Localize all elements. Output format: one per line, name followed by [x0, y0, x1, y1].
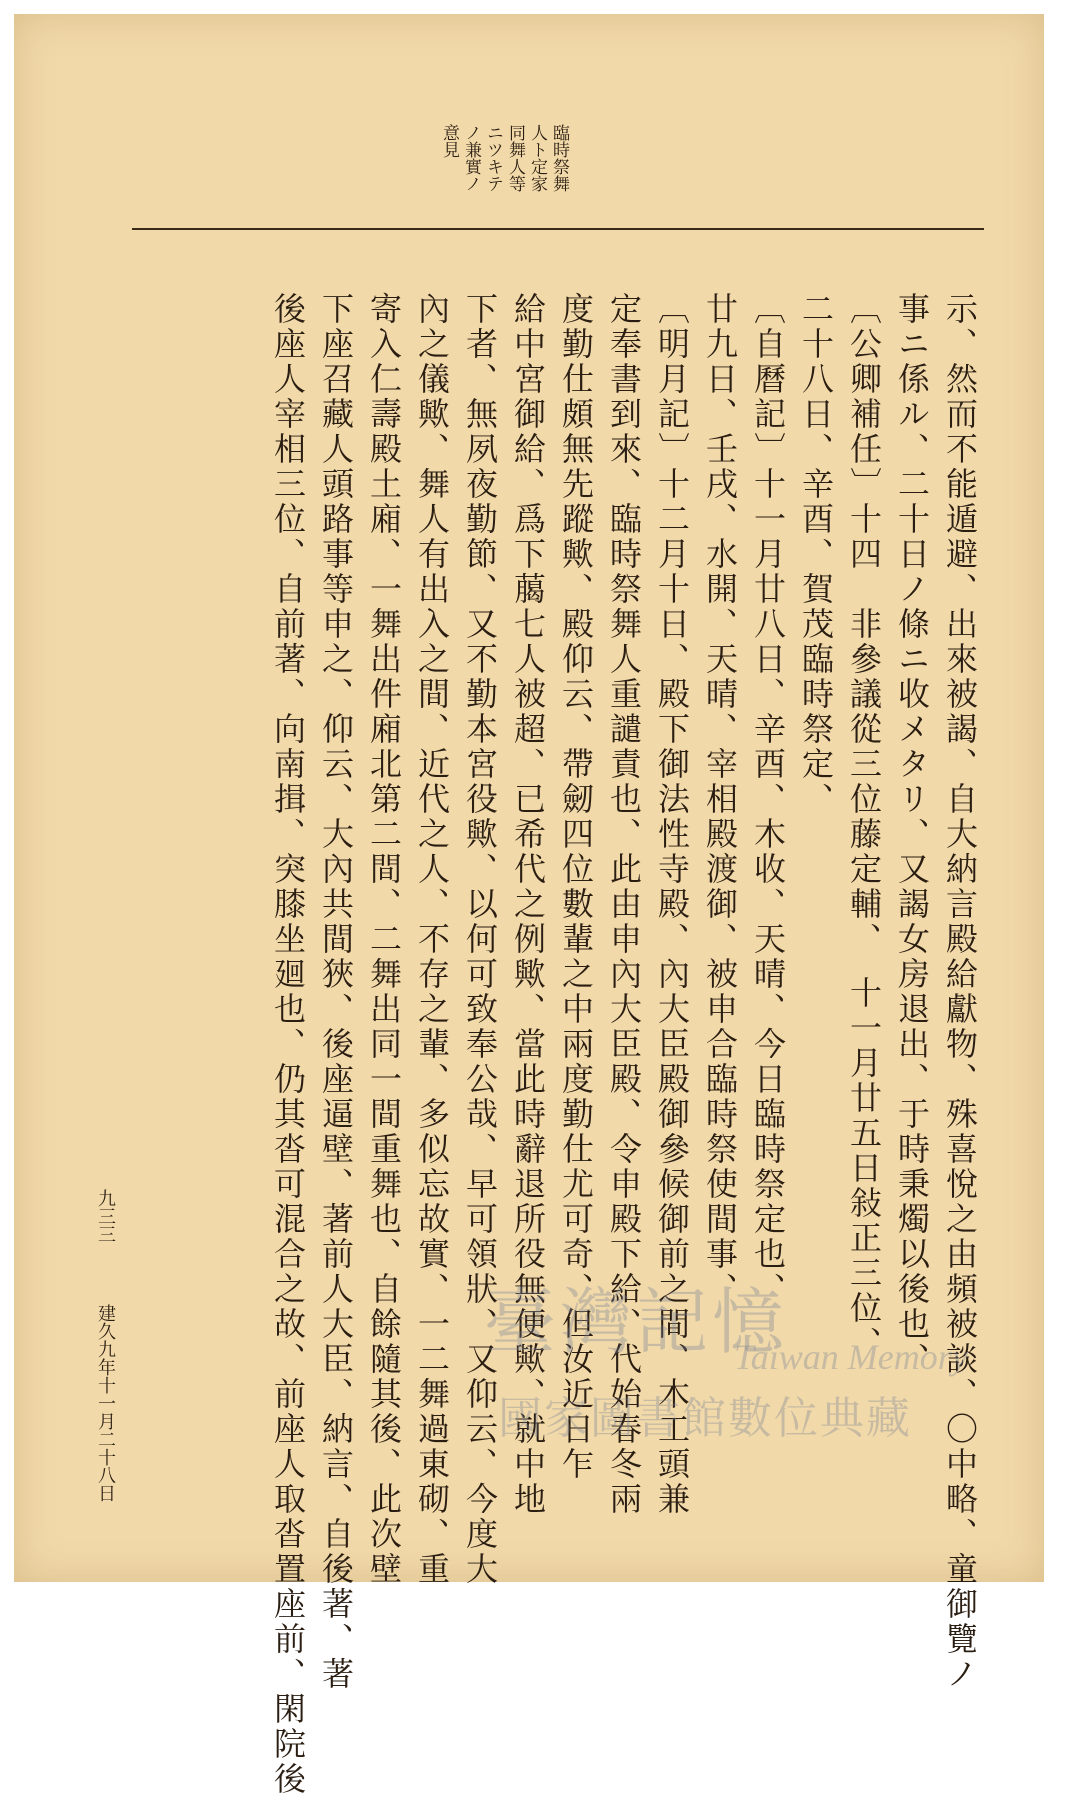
body-column: 事ニ係ル、二十日ノ條ニ收メタリ、又謁女房退出、于時秉燭以後也、	[893, 292, 931, 1377]
body-column: 示、然而不能遁避、出來被謁、自大納言殿給獻物、殊喜悅之由頻被談、〇中略、童御覽ノ	[941, 292, 979, 1692]
body-column: 後座人宰相三位、自前著、向南揖、突膝坐廻也、仍其沓可混合之故、前座人取沓置座前、閑院後	[269, 292, 307, 1797]
watermark-subtitle: 國家圖書館數位典藏	[498, 1393, 912, 1444]
footer-date: 建久九年十一月二十八日	[95, 1304, 116, 1502]
page-number: 九三三	[95, 1189, 116, 1243]
body-column: 〔自曆記〕十一月廿八日、辛酉、木收、天晴、今日臨時祭定也、	[749, 292, 787, 1307]
body-column: 〔明月記〕十二月十日、殿下御法性寺殿、內大臣殿御參候御前之間、木工頭兼	[653, 292, 691, 1517]
body-column: 下者、無夙夜勤節、又不勤本宮役歟、以何可致奉公哉、早可領狀、又仰云、今度大	[461, 292, 499, 1587]
document-page	[14, 14, 1044, 1797]
body-column: 度勤仕頗無先蹤歟、殿仰云、帶劒四位數輩之中兩度勤仕尤可奇、但汝近日乍	[557, 292, 595, 1482]
watermark-english: Taiwan Memory	[734, 1337, 968, 1377]
watermark-title: 臺灣記憶	[484, 1280, 789, 1364]
header-rule	[132, 228, 984, 230]
body-column: 寄入仁壽殿土廂、一舞出件廂北第二間、二舞出同一間重舞也、自餘隨其後、此次壁	[365, 292, 403, 1587]
body-column: 定奉書到來、臨時祭舞人重譴責也、此由申內大臣殿、令申殿下給、代始春冬兩	[605, 292, 643, 1517]
body-column: 廿九日、壬戌、水開、天晴、宰相殿渡御、被申合臨時祭使間事、	[701, 292, 739, 1307]
body-text	[264, 292, 984, 1797]
body-column: 〔公卿補任〕十四 非參議從三位藤定輔、 十一月廿五日敍正三位、	[845, 292, 883, 1361]
side-note: 臨時祭舞 人ト定家 同舞人等 ニツキテ ノ兼實ノ 意見	[439, 124, 569, 192]
body-column: 下座召藏人頭路事等申之、仰云、大內共間狹、後座逼壁、著前人大臣、納言、自後著、著	[317, 292, 355, 1692]
body-column: 給中宮御給、爲下﨟七人被超、已希代之例歟、當此時辭退所役無便歟、就中地	[509, 292, 547, 1517]
body-column: 內之儀歟、舞人有出入之間、近代之人、不存之輩、多似忘故實、一二舞過東砌、重	[413, 292, 451, 1587]
body-column: 二十八日、辛酉、賀茂臨時祭定、	[797, 292, 835, 817]
